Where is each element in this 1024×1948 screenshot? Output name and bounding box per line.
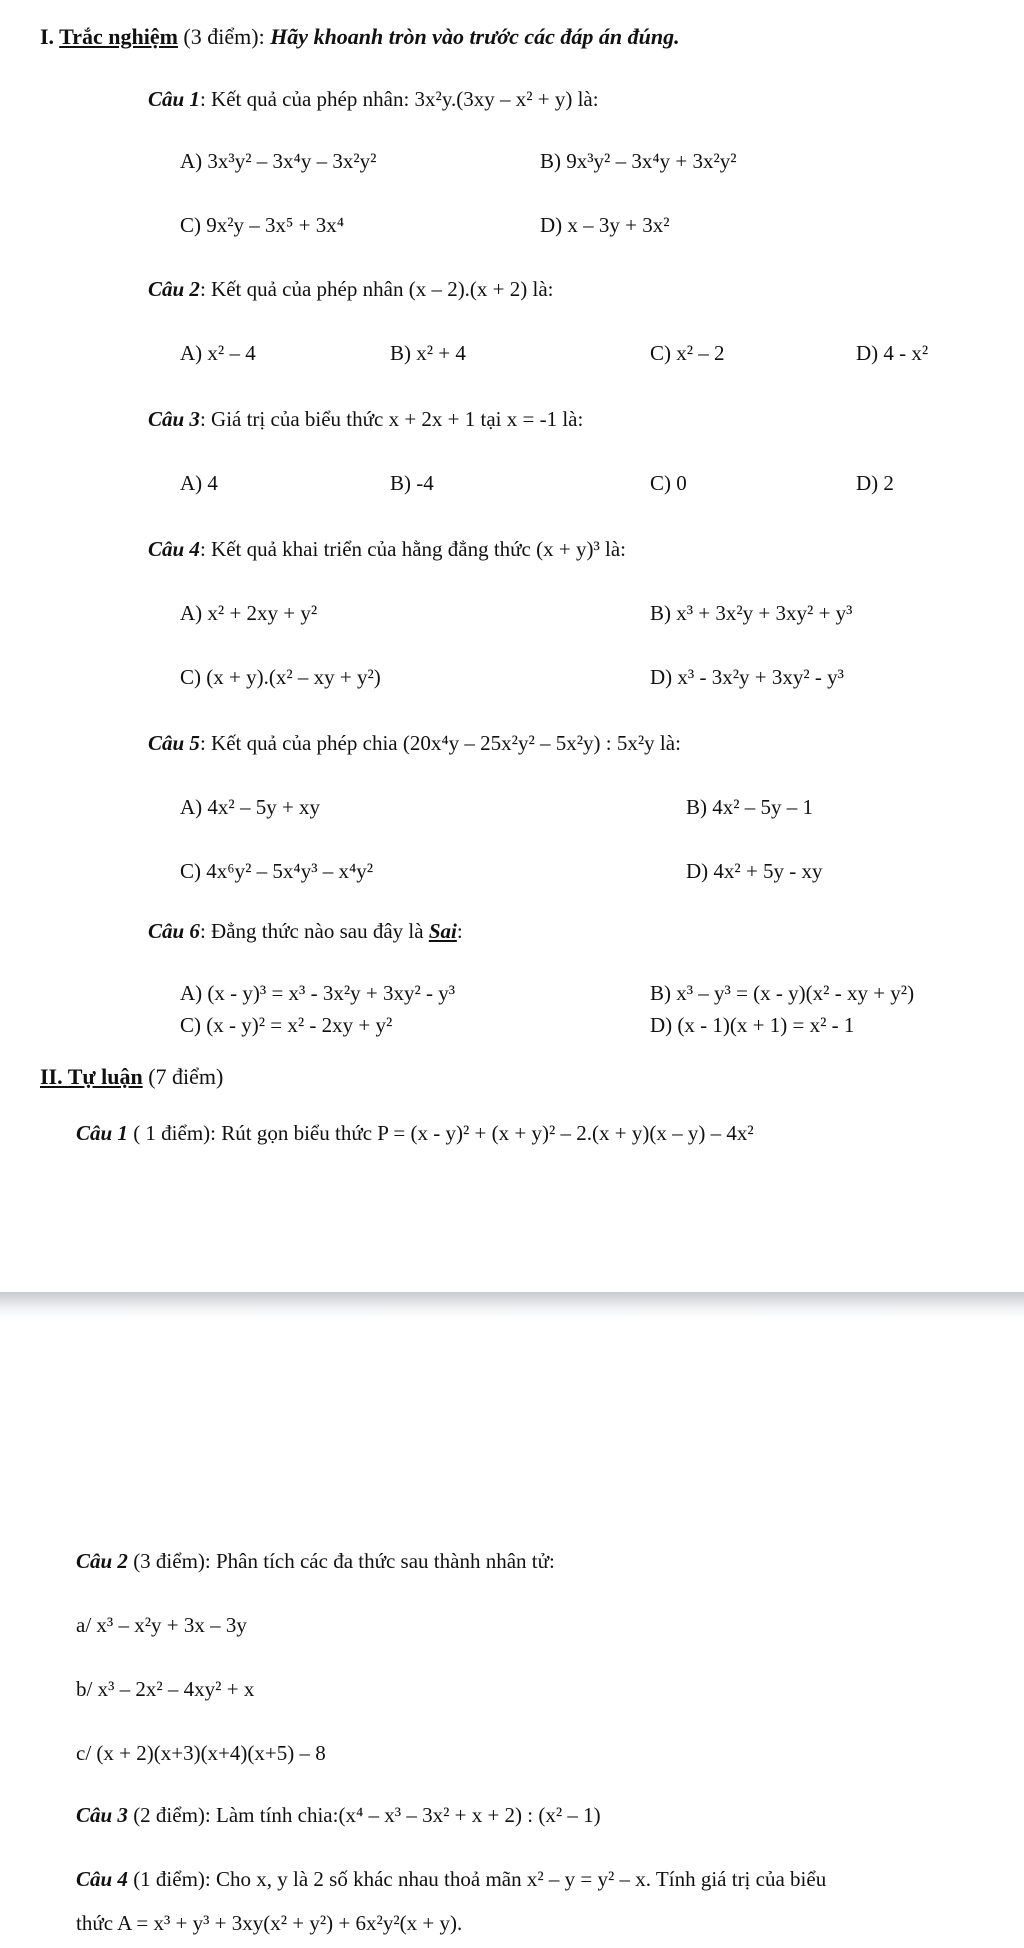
q3-option-c[interactable] <box>650 470 687 496</box>
question-3-prompt: : Giá trị của biểu thức x + 2x + 1 tại x = -1 là: <box>199 407 584 431</box>
essay-4-text: Cho x, y là 2 số khác nhau thoả mãn x² – y = y² – x. Tính giá trị của biểu <box>216 1867 827 1891</box>
option-key: B) <box>540 149 561 173</box>
question-4-label: Câu 4 <box>148 537 200 561</box>
option-key: C) <box>180 213 201 237</box>
question-2-prompt: : Kết quả của phép nhân (x – 2).(x + 2) là: <box>199 277 554 301</box>
question-6-label: Câu 6 <box>148 919 200 943</box>
question-1 <box>148 86 599 112</box>
part1-points: (3 điểm): <box>183 24 265 49</box>
question-3-label: Câu 3 <box>148 407 200 431</box>
q4-option-c[interactable] <box>180 664 381 690</box>
question-5 <box>148 730 681 756</box>
q1-option-d[interactable] <box>540 212 670 238</box>
option-text: 4 - x² <box>883 341 929 365</box>
q1-option-c[interactable] <box>180 212 344 238</box>
option-text: (x - 1)(x + 1) = x² - 1 <box>677 1013 855 1037</box>
part1-title: Trắc nghiệm <box>59 24 178 49</box>
option-key: C) <box>650 341 671 365</box>
question-6-colon: : <box>456 919 463 943</box>
option-text: (x + y).(x² – xy + y²) <box>206 665 381 689</box>
question-2-label: Câu 2 <box>148 277 200 301</box>
option-text: 2 <box>883 471 894 495</box>
option-key: D) <box>856 341 879 365</box>
essay-3-label: Câu 3 <box>76 1803 128 1827</box>
essay-2-part-a: a/ x³ – x²y + 3x – 3y <box>76 1613 247 1637</box>
option-key: A) <box>180 601 203 625</box>
option-key: B) <box>650 601 671 625</box>
option-key: C) <box>650 471 671 495</box>
option-key: D) <box>650 1013 673 1037</box>
essay-2-label: Câu 2 <box>76 1549 128 1573</box>
option-text: 4 <box>207 471 218 495</box>
option-text: 4x² – 5y + xy <box>207 795 321 819</box>
option-key: B) <box>686 795 707 819</box>
q3-option-a[interactable] <box>180 470 218 496</box>
q4-option-b[interactable] <box>650 600 852 626</box>
q6-option-d[interactable] <box>650 1012 854 1038</box>
option-text: -4 <box>416 471 434 495</box>
q5-option-d[interactable] <box>686 858 823 884</box>
option-text: x³ – y³ = (x - y)(x² - xy + y²) <box>676 981 915 1005</box>
q1-option-a[interactable] <box>180 148 376 174</box>
option-text: x³ + 3x²y + 3xy² + y³ <box>676 601 853 625</box>
essay-1-label: Câu 1 <box>76 1121 128 1145</box>
q1-option-b[interactable] <box>540 148 737 174</box>
option-key: D) <box>650 665 673 689</box>
option-key: D) <box>686 859 709 883</box>
essay-1-text: Rút gọn biểu thức P = (x - y)² + (x + y)² – 2.(x + y)(x – y) – 4x² <box>221 1121 754 1145</box>
essay-2-part-c: c/ (x + 2)(x+3)(x+4)(x+5) – 8 <box>76 1741 326 1765</box>
question-5-label: Câu 5 <box>148 731 200 755</box>
q6-option-a[interactable] <box>180 980 455 1006</box>
option-key: D) <box>540 213 563 237</box>
essay-4-points: (1 điểm): <box>127 1867 216 1891</box>
q2-option-c[interactable] <box>650 340 725 366</box>
essay-4-expression: thức A = x³ + y³ + 3xy(x² + y²) + 6x²y²(x + y). <box>76 1911 463 1935</box>
q5-option-a[interactable] <box>180 794 320 820</box>
question-1-label: Câu 1 <box>148 87 200 111</box>
q4-option-d[interactable] <box>650 664 844 690</box>
question-1-prompt: : Kết quả của phép nhân: 3x²y.(3xy – x² + y) là: <box>199 87 599 111</box>
question-6-prompt: : Đẳng thức nào sau đây là <box>199 919 429 943</box>
option-text: 4x⁶y² – 5x⁴y³ – x⁴y² <box>206 859 374 883</box>
option-text: x² + 4 <box>416 341 466 365</box>
essay-2-points: (3 điểm): <box>127 1549 216 1573</box>
part1-instruction: Hãy khoanh tròn vào trước các đáp án đúng. <box>270 24 680 49</box>
part1-number: I. <box>40 24 55 49</box>
question-4-prompt: : Kết quả khai triển của hằng đẳng thức (x + y)³ là: <box>199 537 626 561</box>
option-text: x² – 4 <box>207 341 256 365</box>
question-6-emphasis: Sai <box>428 919 457 943</box>
option-text: x² – 2 <box>676 341 725 365</box>
essay-4-label: Câu 4 <box>76 1867 128 1891</box>
option-text: x² + 2xy + y² <box>207 601 318 625</box>
option-key: C) <box>180 1013 201 1037</box>
option-key: C) <box>180 859 201 883</box>
option-text: 4x² + 5y - xy <box>713 859 823 883</box>
part2-points: (7 điểm) <box>148 1064 224 1089</box>
essay-question-1 <box>76 1120 754 1146</box>
essay-3-text: Làm tính chia:(x⁴ – x³ – 3x² + x + 2) : (x² – 1) <box>216 1803 601 1827</box>
q3-option-d[interactable] <box>856 470 894 496</box>
q5-option-c[interactable] <box>180 858 373 884</box>
q2-option-d[interactable] <box>856 340 928 366</box>
essay-question-4 <box>76 1866 826 1892</box>
page-seam-divider <box>0 1292 1024 1318</box>
q4-option-a[interactable] <box>180 600 317 626</box>
question-4 <box>148 536 626 562</box>
part2-heading <box>40 1064 223 1090</box>
option-key: B) <box>390 471 411 495</box>
q2-option-b[interactable] <box>390 340 466 366</box>
option-text: 9x³y² – 3x⁴y + 3x²y² <box>566 149 737 173</box>
q5-option-b[interactable] <box>686 794 813 820</box>
option-text: (x - y)³ = x³ - 3x²y + 3xy² - y³ <box>207 981 456 1005</box>
essay-2-text: Phân tích các đa thức sau thành nhân tử: <box>216 1549 555 1573</box>
part1-heading <box>40 24 680 50</box>
option-key: A) <box>180 471 203 495</box>
option-key: A) <box>180 341 203 365</box>
option-text: x³ - 3x²y + 3xy² - y³ <box>677 665 844 689</box>
q6-option-b[interactable] <box>650 980 914 1006</box>
essay-3-points: (2 điểm): <box>127 1803 216 1827</box>
option-key: B) <box>390 341 411 365</box>
question-6 <box>148 918 463 944</box>
q2-option-a[interactable] <box>180 340 256 366</box>
essay-question-2 <box>76 1548 555 1574</box>
option-text: (x - y)² = x² - 2xy + y² <box>206 1013 393 1037</box>
essay-question-3 <box>76 1802 601 1828</box>
option-key: A) <box>180 149 203 173</box>
question-5-prompt: : Kết quả của phép chia (20x⁴y – 25x²y² – 5x²y) : 5x²y là: <box>199 731 681 755</box>
essay-1-points: ( 1 điểm): <box>127 1121 222 1145</box>
essay-2-part-b: b/ x³ – 2x² – 4xy² + x <box>76 1677 255 1701</box>
part2-title: II. Tự luận <box>40 1064 143 1089</box>
option-text: 4x² – 5y – 1 <box>712 795 814 819</box>
option-key: A) <box>180 795 203 819</box>
option-text: 9x²y – 3x⁵ + 3x⁴ <box>206 213 345 237</box>
option-key: B) <box>650 981 671 1005</box>
question-3 <box>148 406 583 432</box>
option-key: A) <box>180 981 203 1005</box>
option-text: 0 <box>676 471 687 495</box>
question-2 <box>148 276 554 302</box>
q3-option-b[interactable] <box>390 470 434 496</box>
option-text: 3x³y² – 3x⁴y – 3x²y² <box>207 149 377 173</box>
q6-option-c[interactable] <box>180 1012 392 1038</box>
option-key: D) <box>856 471 879 495</box>
option-key: C) <box>180 665 201 689</box>
option-text: x – 3y + 3x² <box>567 213 670 237</box>
